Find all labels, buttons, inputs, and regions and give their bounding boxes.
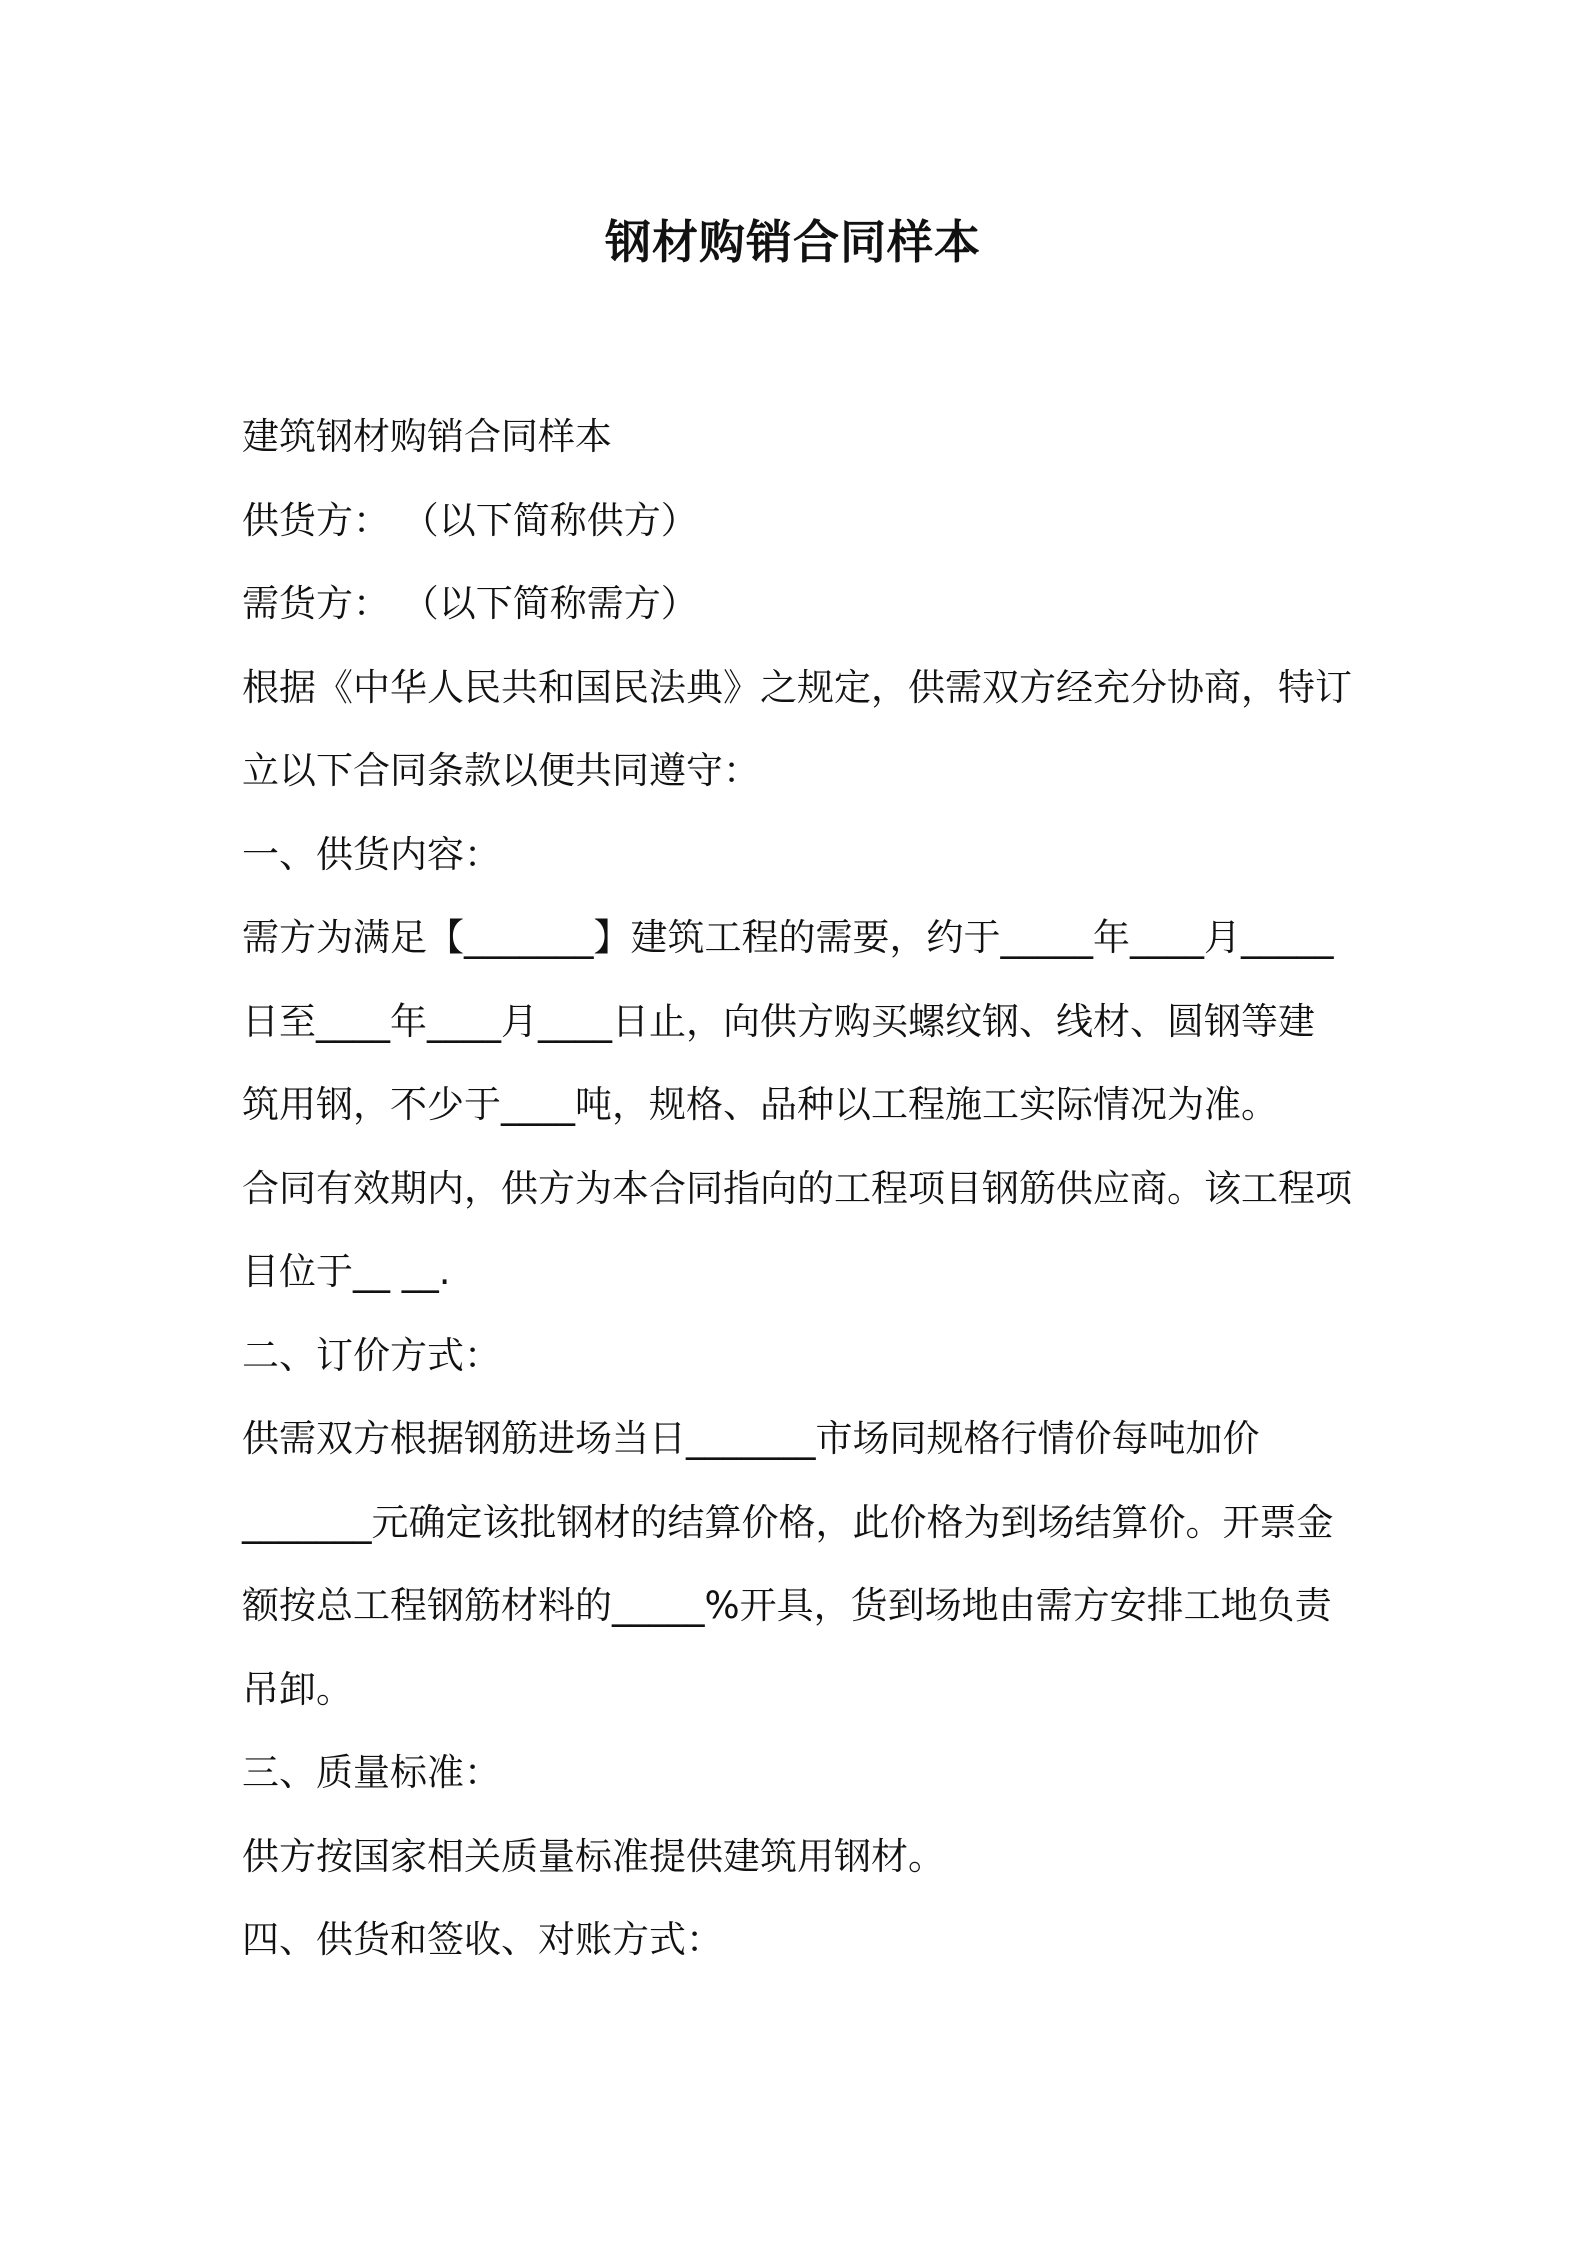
section-2-line-2: _______元确定该批钢材的结算价格，此价格为到场结算价。开票金: [242, 1501, 1334, 1544]
section-heading-2: 二、订价方式：: [242, 1334, 501, 1377]
section-3-line-1: 供方按国家相关质量标准提供建筑用钢材。: [242, 1835, 945, 1878]
subtitle-line: 建筑钢材购销合同样本: [242, 415, 612, 458]
section-1-line-5: 目位于__ __.: [242, 1250, 451, 1293]
section-heading-3: 三、质量标准：: [242, 1751, 501, 1794]
section-2-line-3: 额按总工程钢筋材料的_____%开具，货到场地由需方安排工地负责: [242, 1584, 1332, 1627]
section-1-line-3: 筑用钢，不少于____吨，规格、品种以工程施工实际情况为准。: [242, 1083, 1278, 1126]
preamble-line-2: 立以下合同条款以便共同遵守：: [242, 749, 760, 792]
supplier-line: 供货方： （以下简称供方）: [242, 499, 698, 542]
section-1-line-4: 合同有效期内，供方为本合同指向的工程项目钢筋供应商。该工程项: [242, 1167, 1352, 1210]
section-1-line-2: 日至____年____月____日止，向供方购买螺纹钢、线材、圆钢等建: [242, 1000, 1315, 1043]
section-2-line-4: 吊卸。: [242, 1668, 353, 1711]
preamble-line-1: 根据《中华人民共和国民法典》之规定，供需双方经充分协商，特订: [242, 666, 1352, 709]
section-heading-1: 一、供货内容：: [242, 833, 501, 876]
section-heading-4: 四、供货和签收、对账方式：: [242, 1918, 723, 1961]
buyer-line: 需货方： （以下简称需方）: [242, 582, 698, 625]
document-title: 钢材购销合同样本: [605, 215, 981, 269]
section-2-line-1: 供需双方根据钢筋进场当日_______市场同规格行情价每吨加价: [242, 1417, 1260, 1460]
section-1-line-1: 需方为满足【_______】建筑工程的需要，约于_____年____月_____: [242, 916, 1334, 959]
